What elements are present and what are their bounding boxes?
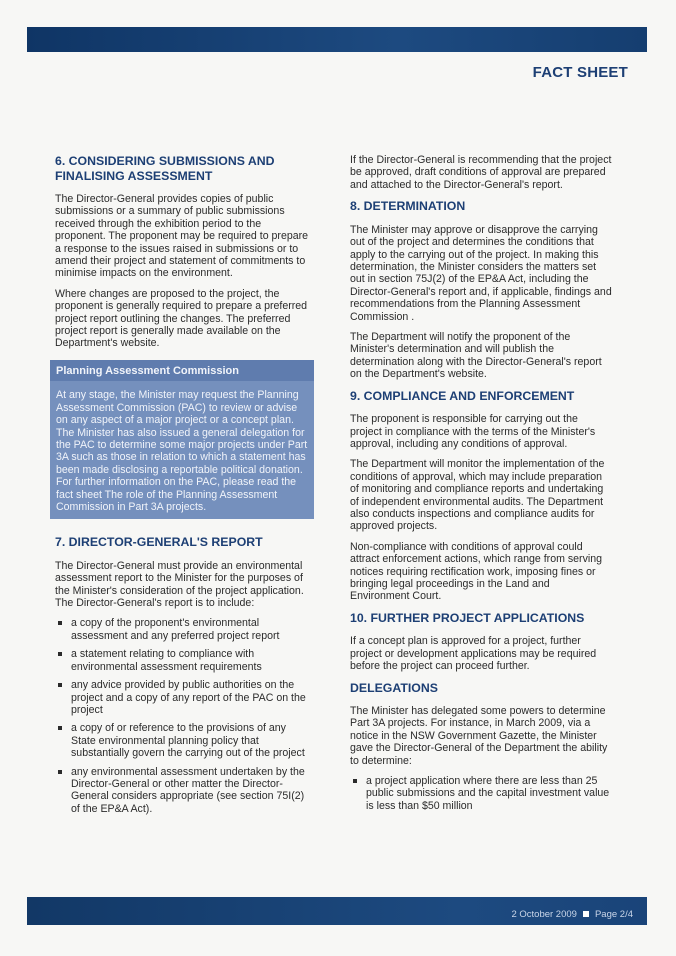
section-9-paragraph-2: The Department will monitor the implementation of the conditions of approval, which may include preparation of monitoring and compliance reports and undertaking of independent environmental audits. The Department also conducts inspections and compliance audits for approved projects.	[350, 458, 605, 533]
list-item: a copy of or reference to the provisions of any State environmental planning policy that substantially govern the carrying out of the project	[55, 722, 313, 759]
section-10-paragraph-1: If a concept plan is approved for a project, further project or development applications may be required before the project can proceed further.	[350, 635, 597, 673]
section-6-heading: 6. CONSIDERING SUBMISSIONS AND FINALISING ASSESSMENT	[55, 154, 275, 183]
fact-sheet-label: FACT SHEET	[532, 64, 628, 81]
section-7-heading: 7. DIRECTOR-GENERAL'S REPORT	[55, 535, 263, 550]
footer-page-number: Page 2/4	[594, 909, 633, 920]
pac-callout-body: At any stage, the Minister may request the Planning Assessment Commission (PAC) to review or advise on any aspect of a major project or a concept plan. The Minister has also issued a general delegation for the PAC to determine some major projects under Part 3A such as those in relation to which a statement has been made disclosing a reportable political donation. For further information on the PAC, please read the fact sheet The role of the Planning Assessment Commission in Part 3A projects.	[56, 389, 308, 513]
section-7-list	[55, 617, 313, 815]
delegations-heading: DELEGATIONS	[350, 680, 438, 695]
list-item: a statement relating to compliance with environmental assessment requirements	[55, 648, 313, 673]
left-column	[55, 154, 313, 821]
section-6-paragraph-2: Where changes are proposed to the project, the proponent is generally required to prepare a preferred project report outlining the changes. The preferred project report is generally made available on the Department's website.	[55, 287, 308, 350]
section-8-paragraph-2: The Department will notify the proponent of the Minister's determination and will publish the determination along with the Director-General's report on the Department's website.	[350, 330, 602, 381]
right-column	[350, 154, 612, 818]
list-item: a project application where there are less than 25 public submissions and the capital investment value is less than $50 million	[350, 775, 612, 812]
footer-date: 2 October 2009	[511, 909, 577, 920]
header-bar	[27, 27, 647, 52]
list-item: any advice provided by public authorities on the project and a copy of any report of the PAC on the project	[55, 679, 313, 716]
list-item: a copy of the proponent's environmental assessment and any preferred project report	[55, 617, 313, 642]
section-8-paragraph-1: The Minister may approve or disapprove the carrying out of the project and determines the conditions that apply to the carrying out of the project. In making this determination, the Minister considers the matters set out in section 75J(2) of the EP&A Act, including the Director-General's report and, if applicable, findings and recommendations from the Planning Assessment Commission .	[350, 223, 612, 323]
footer-bar	[27, 897, 647, 925]
report-intro-paragraph: If the Director-General is recommending that the project be approved, draft conditions of approval are prepared and attached to the Director-General's report.	[350, 154, 612, 191]
pac-callout-box	[50, 360, 314, 519]
square-separator-icon	[583, 911, 589, 917]
delegations-list	[350, 775, 612, 812]
footer-text	[511, 909, 633, 920]
list-item: any environmental assessment undertaken by the Director-General or other matter the Director-General considers appropriate (see section 75I(2) of the EP&A Act).	[55, 766, 313, 816]
section-9-heading: 9. COMPLIANCE AND ENFORCEMENT	[350, 388, 575, 403]
pac-callout-title: Planning Assessment Commission	[50, 360, 314, 381]
section-8-heading: 8. DETERMINATION	[350, 199, 466, 214]
delegations-paragraph-1: The Minister has delegated some powers to determine Part 3A projects. For instance, in March 2009, via a notice in the NSW Government Gazette, the Minister gave the Director-General of the Department the ability to determine:	[350, 705, 608, 767]
section-10-heading: 10. FURTHER PROJECT APPLICATIONS	[350, 610, 585, 625]
section-7-paragraph-1: The Director-General must provide an environmental assessment report to the Minister for the purposes of the Minister's consideration of the project application. The Director-General's report is to include:	[55, 559, 304, 610]
section-9-paragraph-3: Non-compliance with conditions of approval could attract enforcement actions, which range from serving notices requiring rectification work, imposing fines or bringing legal proceedings in the Land and Environment Court.	[350, 540, 603, 603]
section-9-paragraph-1: The proponent is responsible for carrying out the project in compliance with the terms of the Minister's approval, including any conditions of approval.	[350, 413, 596, 450]
section-6-paragraph-1: The Director-General provides copies of public submissions or a summary of public submissions received through the exhibition period to the proponent. The proponent may be required to prepare a response to the issues raised in submissions or to amend their project and statement of commitments to minimise impacts on the environment.	[55, 193, 309, 280]
